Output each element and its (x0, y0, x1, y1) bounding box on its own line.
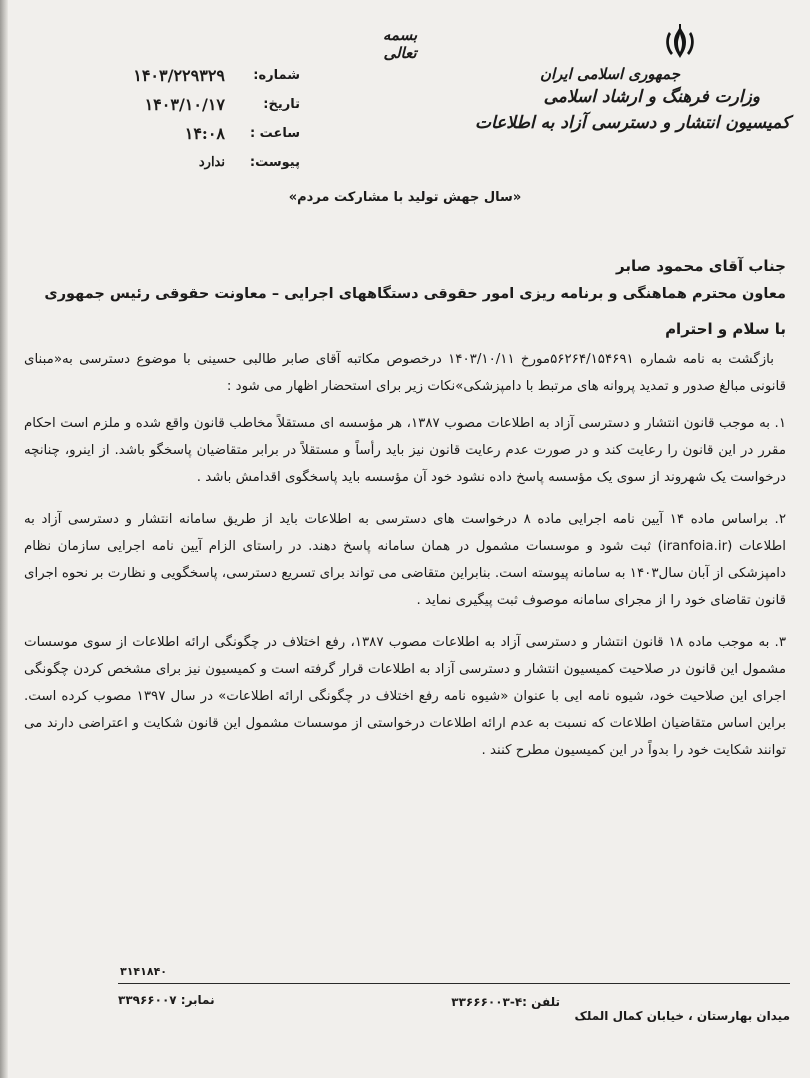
footer-address: میدان بهارستان ، خیابان کمال الملک (574, 1009, 790, 1023)
meta-time (120, 126, 300, 155)
meta-time-label: ساعت : (249, 126, 300, 141)
letter-body (24, 346, 786, 779)
body-paragraph-intro: بازگشت به نامه شماره ۵۶۲۶۴/۱۵۴۶۹۱مورخ ۱۴۰۳/۱۰/۱۱ درخصوص مکاتبه آقای صابر طالبی حسینی با موضوع دسترسی به«مبنای قانونی مبالغ صدور و تمدید پروانه های مرتبط با دامپزشکی»نکات زیر برای استحضار اظهار می شود : (24, 352, 786, 394)
meta-number-label: شماره: (253, 68, 300, 83)
scan-edge-shadow (0, 0, 8, 1078)
document-code: ۳۱۴۱۸۴۰ (120, 965, 167, 978)
meta-date-value: ۱۴۰۳/۱۰/۱۷ (144, 95, 225, 114)
meta-attachment-label: پیوست: (249, 155, 300, 170)
meta-attachment (120, 155, 300, 184)
body-paragraph-1: ۱. به موجب قانون انتشار و دسترسی آزاد به اطلاعات مصوب ۱۳۸۷، هر مؤسسه ای مستقلاً مخاطب قانون واقع شده و ملزم است احکام مقرر در این قانون را رعایت کند و در صورت عدم رعایت قانون نیز باید رأساً و مستقلاً در برابر متقاضیان پاسخگو باشد. از اینرو، چنانچه درخواست یک شهروند از سوی یک مؤسسه پاسخ داده نشود خود آن مؤسسه باید پاسخگوی اقدامش باشد . (24, 416, 787, 485)
meta-time-value: ۱۴:۰۸ (184, 124, 225, 143)
footer-fax: نمابر: ۳۳۹۶۶۰۰۷ (118, 993, 215, 1007)
addressee-title: معاون محترم هماهنگی و برنامه ریزی امور حقوقی دستگاههای اجرایی – معاونت حقوقی رئیس جمهوری (44, 286, 786, 302)
meta-attachment-value: ندارد (198, 155, 225, 170)
basmala: بسمه تعالی (382, 26, 418, 62)
org-ministry: وزارت فرهنگ و ارشاد اسلامی (543, 87, 760, 107)
footer-phone: تلفن :۴-۳۳۶۶۶۰۰۳ (451, 995, 560, 1009)
letter-meta (120, 68, 300, 184)
body-paragraph-2: ۲. براساس ماده ۱۴ آیین نامه اجرایی ماده ۸ درخواست های دسترسی به اطلاعات باید از طریق سامانه انتشار و دسترسی آزاد به اطلاعات (iranfoia.ir) ثبت شود و موسسات مشمول در همان سامانه پاسخ دهند. در راستای الزام آیین نامه اجرایی سازمان نظام دامپزشکی از آبان سال۱۴۰۳ به سامانه پیوسته است. بنابراین متقاضی می تواند برای تسریع دسترسی، پاسخگویی و نظارت بر نحوه اجرای قانون تقاضای خود را از مجرای سامانه موصوف ثبت پیگیری نماید . (24, 512, 787, 608)
meta-number-value: ۱۴۰۳/۲۲۹۳۲۹ (133, 66, 225, 85)
meta-number (120, 68, 300, 97)
org-country: جمهوری اسلامی ایران (539, 65, 680, 83)
addressee (26, 252, 786, 308)
meta-date (120, 97, 300, 126)
footer-divider (118, 983, 790, 984)
org-commission: کمیسیون انتشار و دسترسی آزاد به اطلاعات (474, 113, 790, 133)
iran-emblem-icon (660, 22, 700, 62)
year-slogan: «سال جهش تولید با مشارکت مردم» (288, 190, 522, 205)
body-paragraph-3: ۳. به موجب ماده ۱۸ قانون انتشار و دسترسی آزاد به اطلاعات مصوب ۱۳۸۷، رفع اختلاف در چگونگی ارائه اطلاعات از سوی موسسات مشمول این قانون در صلاحیت کمیسیون انتشار و دسترسی آزاد به اطلاعات قرار گرفته است و کمیسیون نیز برای مشخص کردن چگونگی اجرای این صلاحیت خود، شیوه نامه ایی با عنوان «شیوه نامه رفع اختلاف در چگونگی ارائه اطلاعات» در سال ۱۳۹۷ مصوب کرده است. براین اساس متقاضیان اطلاعات که نسبت به عدم ارائه اطلاعات درخواستی از موسسات مشمول این قانون شکایت و اعتراضی دارند می توانند شکایت خود را بدواً در این کمیسیون مطرح کنند . (24, 635, 787, 758)
meta-date-label: تاریخ: (263, 97, 300, 112)
greeting: با سلام و احترام (665, 320, 786, 338)
addressee-name: جناب آقای محمود صابر (616, 257, 786, 275)
footer (118, 989, 790, 1029)
organization-header (474, 64, 790, 136)
